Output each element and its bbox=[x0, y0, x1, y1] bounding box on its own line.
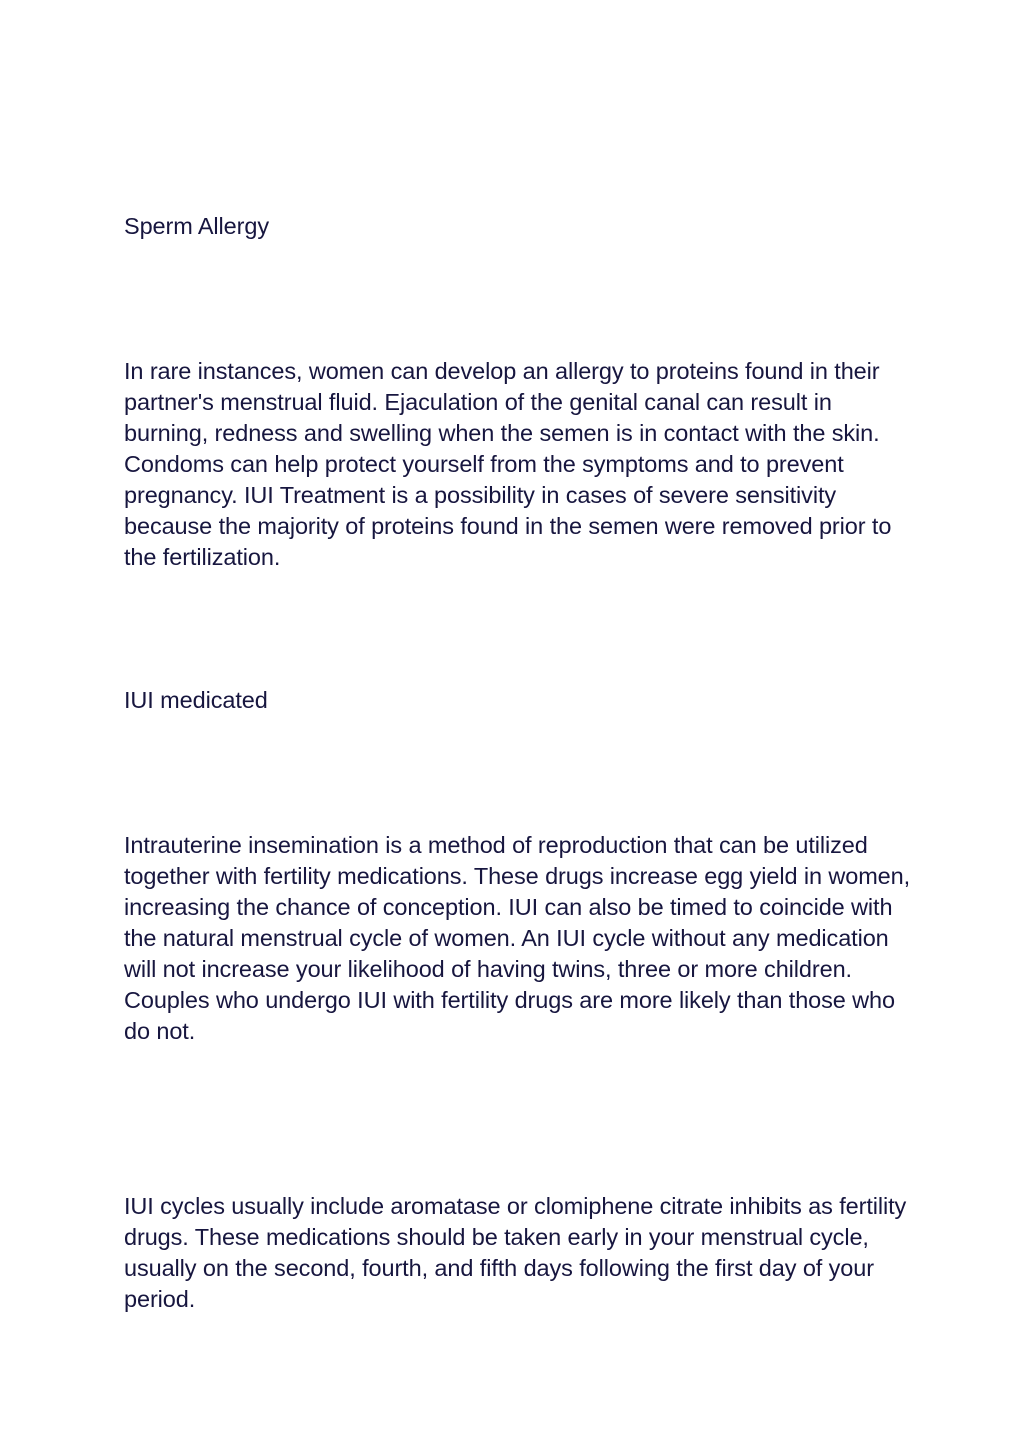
paragraph-sperm-allergy: In rare instances, women can develop an allergy to proteins found in their partner's menstrual fluid. Ejaculation of the genital canal can result in burning, redness and swelling when the semen is in contact with the skin. Condoms can help protect yourself from the symptoms and to prevent pregnancy. IUI Treatment is a possibility in cases of severe sensitivity because the majority of proteins found in the semen were removed prior to the fertilization. bbox=[124, 358, 892, 570]
paragraph-iui-medicated: Intrauterine insemination is a method of reproduction that can be utilized together with fertility medications. These drugs increase egg yield in women, increasing the chance of conception. IUI can also be timed to coincide with the natural menstrual cycle of women. An IUI cycle without any medication will not increase your likelihood of having twins, three or more children. Couples who undergo IUI with fertility drugs are more likely than those who do not. bbox=[124, 832, 911, 1044]
paragraph-iui-fertility-drugs: IUI cycles usually include aromatase or clomiphene citrate inhibits as fertility drugs. These medications should be taken early in your menstrual cycle, usually on the second, fourth, and fifth days following the first day of your period. bbox=[124, 1193, 907, 1312]
section-heading-iui-medicated: IUI medicated bbox=[124, 687, 268, 713]
section-heading-sperm-allergy: Sperm Allergy bbox=[124, 213, 269, 239]
